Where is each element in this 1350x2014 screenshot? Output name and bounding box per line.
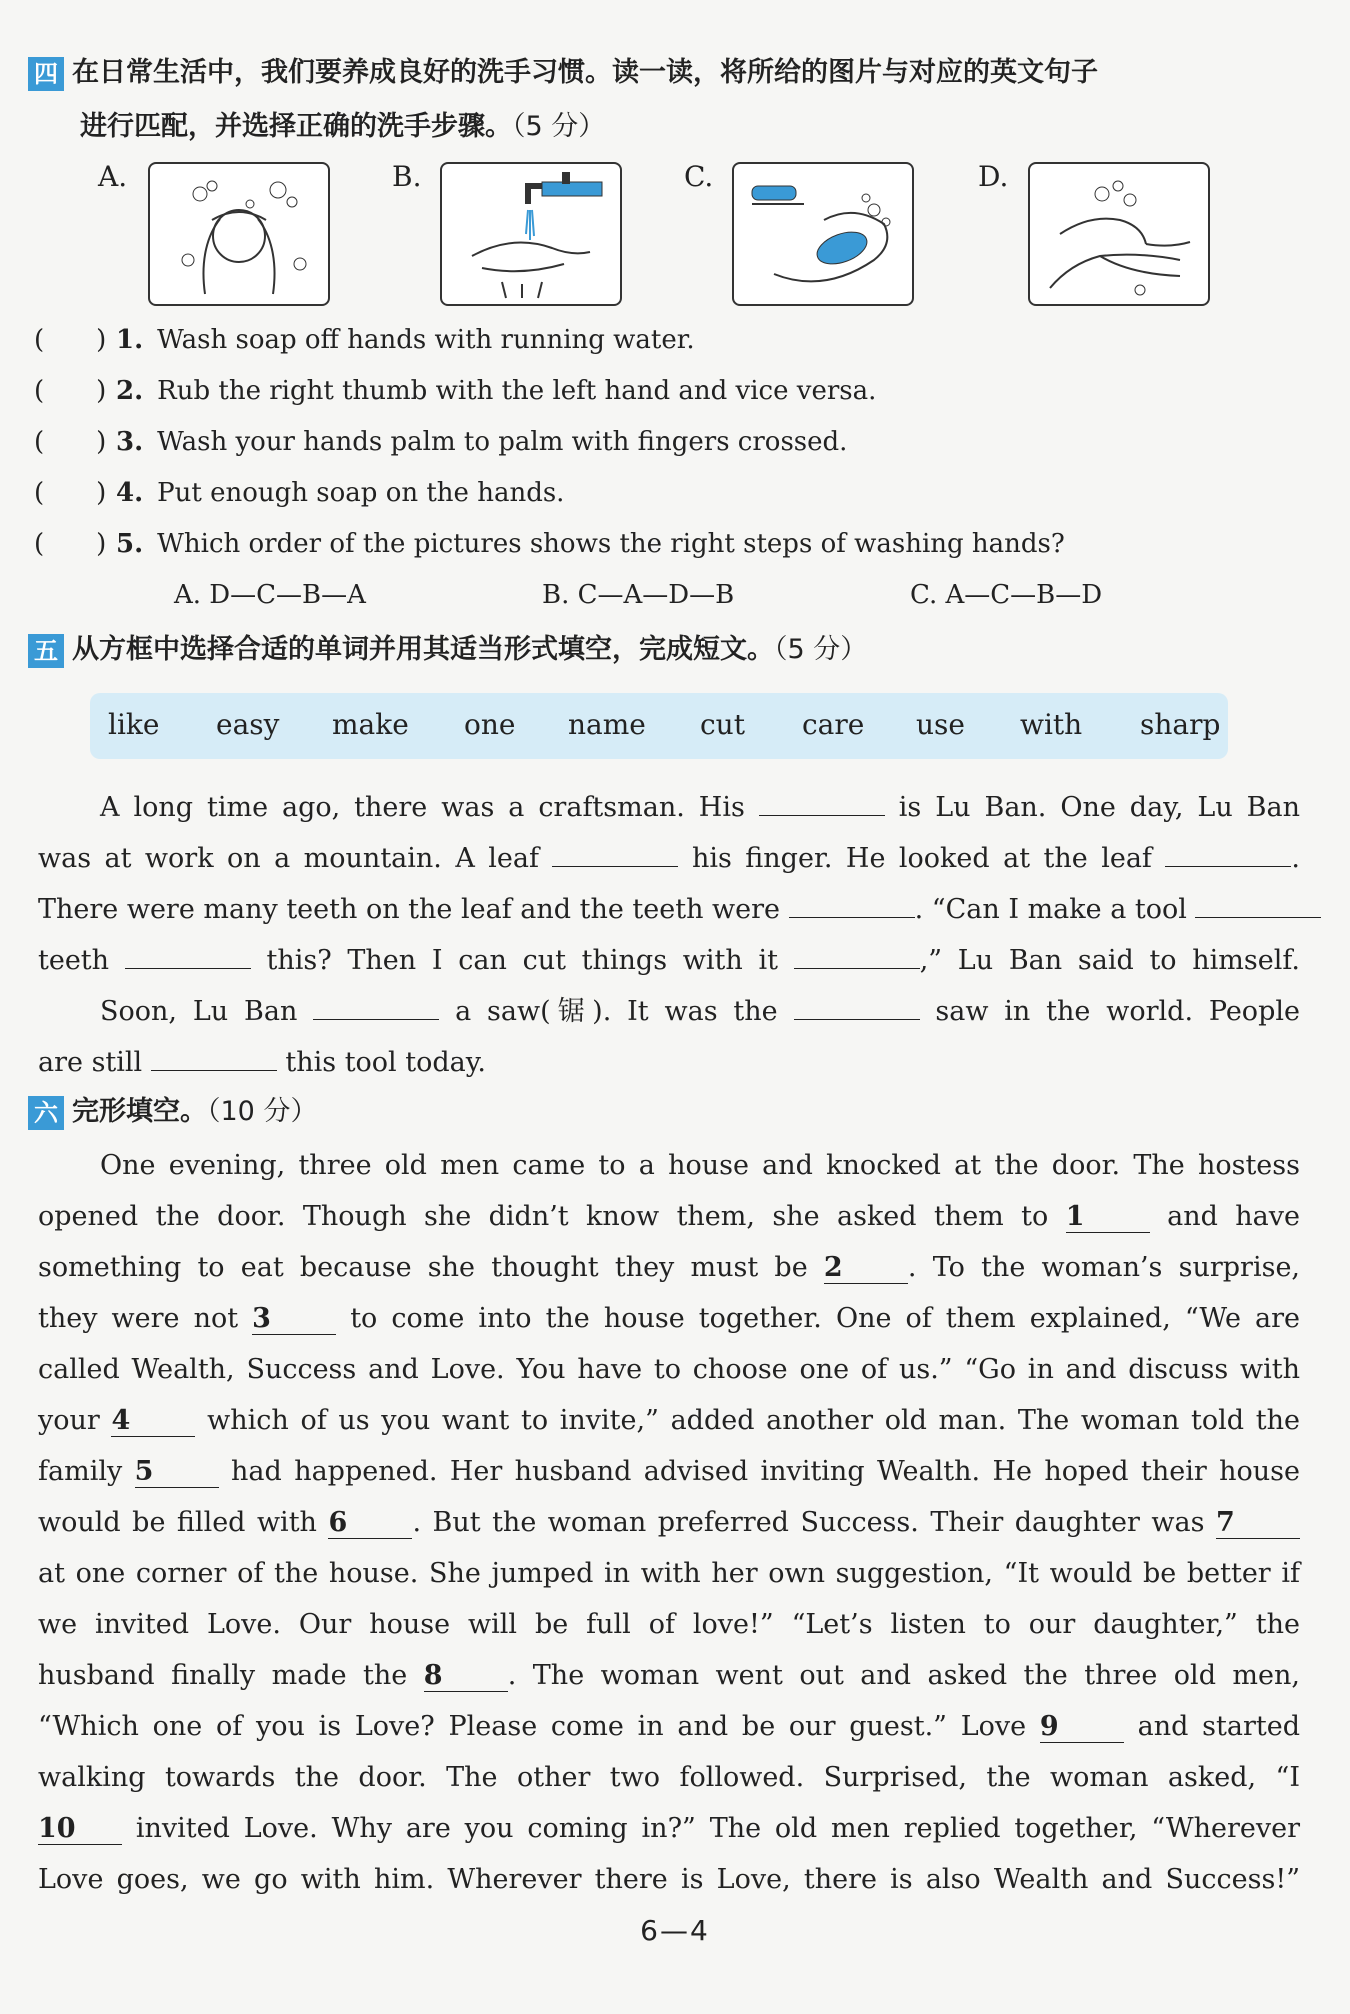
question-1-number: 1. [116, 325, 144, 355]
passage-5-line-1 [100, 785, 1300, 828]
passage-6-line-2 [38, 1197, 1300, 1237]
passage-text: and have [1167, 1201, 1300, 1232]
cloze-blank-10[interactable]: 10 [38, 1814, 122, 1845]
cloze-blank-4[interactable]: 4 [111, 1406, 195, 1437]
word-bank-item: one [464, 708, 516, 741]
passage-text: is Lu Ban. One day, Lu Ban [898, 792, 1300, 823]
passage-text: . But the woman preferred Success. Their daughter was [412, 1507, 1205, 1538]
section-5-header [28, 630, 867, 670]
page-number: 6—4 [640, 1914, 710, 1947]
fill-blank[interactable] [151, 1040, 277, 1071]
passage-5-line-3 [38, 887, 1300, 930]
question-5-options [174, 580, 1278, 610]
passage-text: his finger. He looked at the leaf [691, 843, 1152, 874]
word-bank-item: like [108, 708, 160, 741]
section-4-title-line2 [80, 107, 605, 147]
section-6-header [28, 1092, 317, 1132]
section-4-number: 四 [28, 57, 64, 91]
passage-6-line-4 [38, 1299, 1300, 1339]
section-4-score: （5 分） [512, 111, 606, 142]
passage-6-line-7 [38, 1452, 1300, 1492]
passage-text: had happened. Her husband advised inviting Wealth. He hoped their house [231, 1456, 1300, 1487]
passage-text: Soon, Lu Ban [100, 996, 298, 1027]
passage-text: called Wealth, Success and Love. You have to choose one of us.” “Go in and discuss with [38, 1354, 1300, 1385]
picture-c-letter: C. [684, 160, 714, 193]
answer-paren-5[interactable]: ( ) [34, 529, 107, 559]
passage-text: A long time ago, there was a craftsman. His [100, 792, 745, 823]
word-bank-item: easy [216, 708, 280, 741]
question-4-text: Put enough soap on the hands. [157, 478, 565, 508]
passage-text: your [38, 1405, 100, 1436]
option-a[interactable]: A. D—C—B—A [174, 580, 366, 610]
section-6-title: 完形填空。 [72, 1096, 207, 1127]
cloze-blank-9[interactable]: 9 [1040, 1712, 1124, 1743]
passage-text: teeth [38, 945, 110, 976]
answer-paren-2[interactable]: ( ) [34, 376, 107, 406]
cloze-blank-6[interactable]: 6 [328, 1508, 412, 1539]
picture-b-letter: B. [392, 160, 422, 193]
passage-6-line-6 [38, 1401, 1300, 1441]
answer-paren-3[interactable]: ( ) [34, 427, 107, 457]
picture-a [148, 162, 330, 306]
question-3 [34, 424, 847, 460]
picture-c [732, 162, 914, 306]
picture-d-letter: D. [978, 160, 1009, 193]
question-5-number: 5. [116, 529, 144, 559]
passage-6-line-14 [38, 1809, 1300, 1849]
cloze-blank-5[interactable]: 5 [135, 1457, 219, 1488]
passage-text: opened the door. Though she didn’t know them, she asked them to [38, 1201, 1049, 1232]
option-c[interactable]: C. A—C—B—D [910, 580, 1103, 610]
word-bank-box [90, 693, 1228, 759]
passage-text: . The woman went out and asked the three old men, [507, 1660, 1300, 1691]
passage-text: One evening, three old men came to a house and knocked at the door. The hostess [100, 1150, 1300, 1181]
passage-text: something to eat because she thought they must be [38, 1252, 808, 1283]
passage-text: at one corner of the house. She jumped in with her own suggestion, “It would be better if [38, 1558, 1300, 1589]
passage-text: to come into the house together. One of them explained, “We are [350, 1303, 1300, 1334]
rubbing-fingers-icon [1030, 164, 1208, 304]
section-4-title2: 进行匹配，并选择正确的洗手步骤。 [80, 111, 512, 142]
section-5-title: 从方框中选择合适的单词并用其适当形式填空，完成短文。 [72, 634, 774, 665]
fill-blank[interactable] [1165, 836, 1291, 867]
hands-under-tap-icon [442, 164, 620, 304]
picture-b [440, 162, 622, 306]
passage-text: invited Love. Why are you coming in?” The old men replied together, “Wherever [135, 1813, 1300, 1844]
cloze-blank-3[interactable]: 3 [252, 1304, 336, 1335]
fill-blank[interactable] [313, 989, 439, 1020]
word-bank-item: with [1020, 708, 1083, 741]
answer-paren-4[interactable]: ( ) [34, 478, 107, 508]
passage-6-line-5 [38, 1350, 1300, 1390]
answer-paren-1[interactable]: ( ) [34, 325, 107, 355]
word-bank-item: cut [700, 708, 745, 741]
passage-6-line-13 [38, 1758, 1300, 1798]
passage-6-line-1 [100, 1146, 1300, 1186]
question-1 [34, 322, 695, 358]
fill-blank[interactable] [794, 938, 920, 969]
fill-blank[interactable] [794, 989, 920, 1020]
passage-text: “Which one of you is Love? Please come in and be our guest.” Love [38, 1711, 1027, 1742]
passage-text: family [38, 1456, 123, 1487]
passage-5-line-6 [38, 1040, 1300, 1083]
cloze-blank-8[interactable]: 8 [424, 1661, 508, 1692]
word-bank-item: use [916, 708, 965, 741]
passage-text: was at work on a mountain. A leaf [38, 843, 539, 874]
question-4-number: 4. [116, 478, 144, 508]
passage-text: this? Then I can cut things with it [266, 945, 778, 976]
passage-text: we invited Love. Our house will be full of love!” “Let’s listen to our daughter,” the [38, 1609, 1300, 1640]
question-2-text: Rub the right thumb with the left hand and vice versa. [157, 376, 877, 406]
fill-blank[interactable] [552, 836, 678, 867]
section-6-score: （10 分） [207, 1096, 318, 1127]
passage-text: which of us you want to invite,” added another old man. The woman told the [207, 1405, 1300, 1436]
passage-6-line-3 [38, 1248, 1300, 1288]
question-3-number: 3. [116, 427, 144, 457]
passage-text: husband finally made the [38, 1660, 408, 1691]
passage-text: are still [38, 1047, 143, 1078]
passage-text: walking towards the door. The other two followed. Surprised, the woman asked, “I [38, 1762, 1300, 1793]
passage-6-line-10 [38, 1605, 1300, 1645]
section-4-header [28, 53, 1098, 93]
word-bank-item: make [332, 708, 409, 741]
passage-text: they were not [38, 1303, 239, 1334]
passage-text: this tool today. [285, 1047, 487, 1078]
passage-text: . [1291, 843, 1300, 874]
passage-text: . To the woman’s surprise, [907, 1252, 1301, 1283]
passage-6-line-8 [38, 1503, 1300, 1543]
cloze-blank-7[interactable]: 7 [1216, 1508, 1300, 1539]
section-5-number: 五 [28, 634, 64, 668]
word-bank-item: sharp [1140, 708, 1221, 741]
fill-blank[interactable] [125, 938, 251, 969]
passage-5-line-2 [38, 836, 1300, 879]
passage-6-line-15 [38, 1860, 1300, 1900]
passage-6-line-9 [38, 1554, 1300, 1594]
picture-a-letter: A. [98, 160, 128, 193]
passage-text: There were many teeth on the leaf and the teeth were [38, 894, 781, 925]
passage-text: and started [1137, 1711, 1300, 1742]
passage-6-line-11 [38, 1656, 1300, 1696]
passage-text: . “Can I make a tool [914, 894, 1187, 925]
question-2 [34, 373, 876, 409]
passage-text: ,” Lu Ban said to himself. [919, 945, 1300, 976]
question-3-text: Wash your hands palm to palm with fingers crossed. [157, 427, 848, 457]
section-5-score: （5 分） [774, 634, 868, 665]
question-5-text: Which order of the pictures shows the right steps of washing hands? [157, 529, 1065, 559]
question-5 [34, 526, 1065, 562]
passage-text: would be filled with [38, 1507, 317, 1538]
passage-text: Love goes, we go with him. Wherever there is Love, there is also Wealth and Success!” [38, 1864, 1300, 1895]
question-2-number: 2. [116, 376, 144, 406]
option-b[interactable]: B. C—A—D—B [542, 580, 735, 610]
cloze-blank-1[interactable]: 1 [1066, 1202, 1150, 1233]
fill-blank[interactable] [759, 785, 885, 816]
section-4-title: 在日常生活中，我们要养成良好的洗手习惯。读一读，将所给的图片与对应的英文句子 [72, 57, 1098, 88]
question-1-text: Wash soap off hands with running water. [157, 325, 695, 355]
word-bank-item: care [802, 708, 865, 741]
word-bank-item: name [568, 708, 646, 741]
hands-lathering-face-icon [150, 164, 328, 304]
passage-5-line-5 [100, 989, 1300, 1032]
passage-5-line-4 [38, 938, 1300, 981]
fill-blank[interactable] [789, 887, 915, 918]
section-6-number: 六 [28, 1096, 64, 1130]
soap-bar-in-hand-icon [734, 164, 912, 304]
cloze-blank-2[interactable]: 2 [824, 1253, 908, 1284]
fill-blank[interactable] [1195, 887, 1321, 918]
passage-text: a saw(锯). It was the [455, 996, 778, 1027]
question-4 [34, 475, 564, 511]
passage-text: saw in the world. People [935, 996, 1300, 1027]
passage-6-line-12 [38, 1707, 1300, 1747]
picture-d [1028, 162, 1210, 306]
